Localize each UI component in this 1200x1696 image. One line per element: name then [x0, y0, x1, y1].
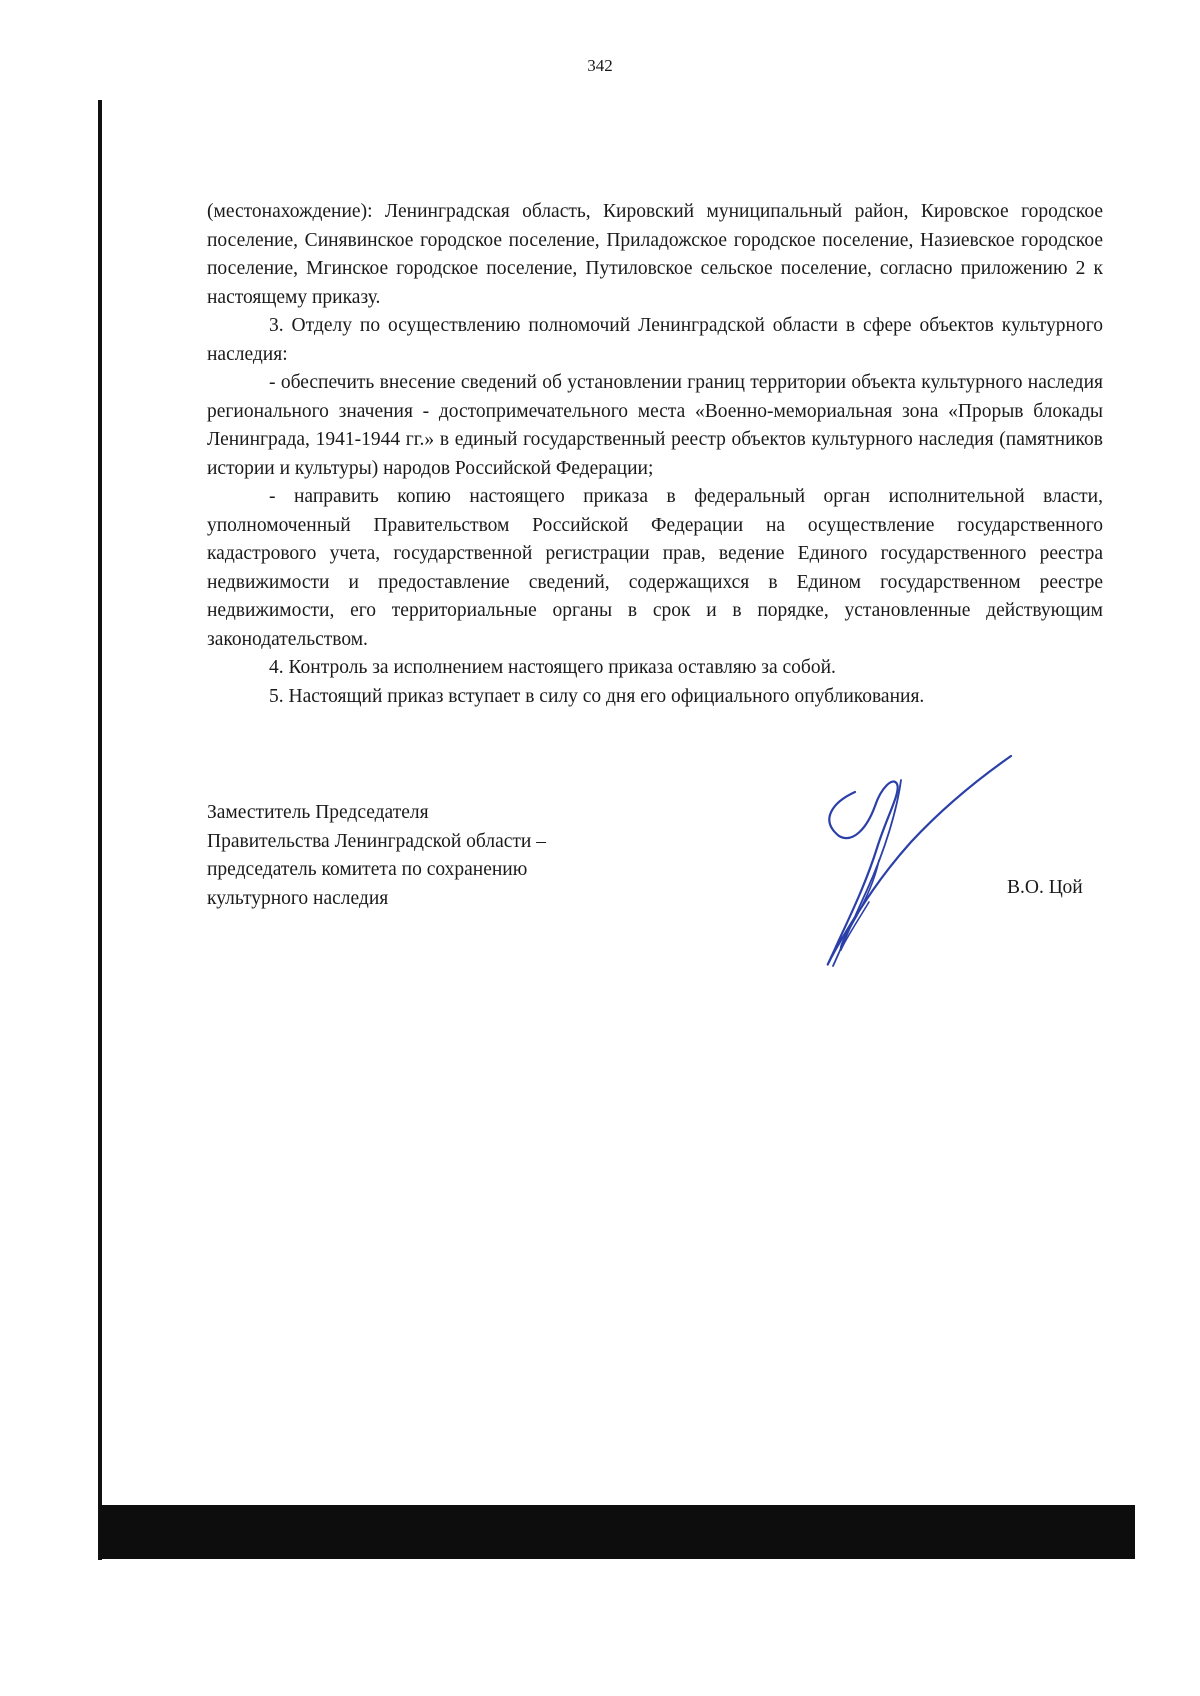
- paragraph-item-3-copy: - направить копию настоящего приказа в федеральный орган исполнительной власти, уполномоченный Правительством Российской Федерации на осуществление государственного кадастрового учета, государственной регистрации прав, ведение Единого государственного реестра недвижимости и предоставление сведений, содержащихся в Едином государственном реестре недвижимости, его территориальные органы в срок и в порядке, установленные действующим законодательством.: [207, 486, 1103, 650]
- paragraph-item-5: 5. Настоящий приказ вступает в силу со дня его официального опубликования.: [269, 685, 925, 707]
- handwritten-signature: [805, 740, 1085, 980]
- signatory-title-line: Правительства Ленинградской области –: [207, 830, 546, 852]
- paragraph-item-3: 3. Отделу по осуществлению полномочий Ленинградской области в сфере объектов культурного наследия:: [207, 315, 1103, 365]
- signatory-title-line: культурного наследия: [207, 887, 389, 909]
- page-number: 342: [587, 56, 613, 75]
- signatory-title-line: Заместитель Председателя: [207, 802, 429, 823]
- scan-bottom-bar: [100, 1505, 1135, 1559]
- signatory-title-line: председатель комитета по сохранению: [207, 859, 528, 880]
- paragraph-location: (местонахождение): Ленинградская область, Кировский муниципальный район, Кировское городское поселение, Синявинское городское поселение, Приладожское городское поселение, Назиевское городское поселение, Мгинское городское поселение, Путиловское сельское поселение, согласно приложению 2 к настоящему приказу.: [207, 201, 1103, 308]
- paragraph-item-3-registry: - обеспечить внесение сведений об установлении границ территории объекта культурного наследия регионального значения - достопримечательного места «Военно-мемориальная зона «Прорыв блокады Ленинграда, 1941-1944 гг.» в единый государственный реестр объектов культурного наследия (памятников истории и культуры) народов Российской Федерации;: [207, 372, 1103, 479]
- scan-left-edge: [98, 100, 102, 1560]
- signatory-title: [207, 799, 546, 913]
- signer-name: В.О. Цой: [1007, 877, 1083, 898]
- document-body: [207, 198, 1103, 711]
- paragraph-item-4: 4. Контроль за исполнением настоящего приказа оставляю за собой.: [269, 657, 836, 678]
